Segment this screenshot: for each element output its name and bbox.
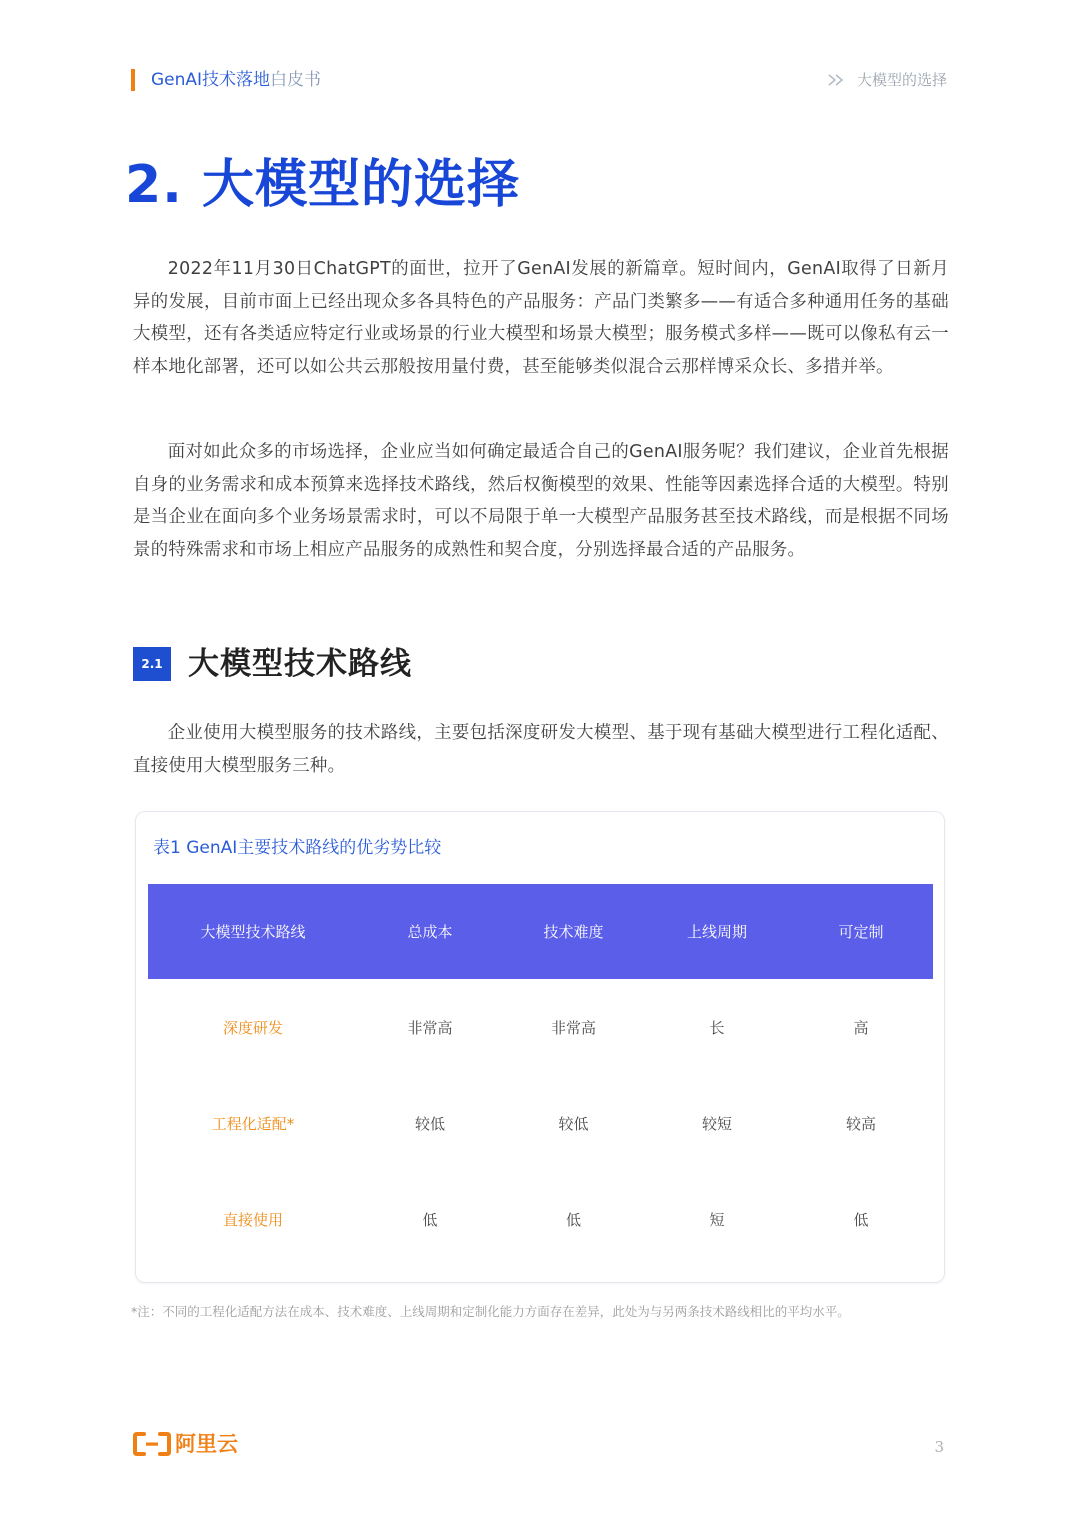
table-row-header: 直接使用 (222, 1210, 283, 1229)
header-doc-title-suffix: 白皮书 (270, 70, 322, 90)
table-row-header: 深度研发 (222, 1018, 283, 1037)
table-row (148, 1075, 933, 1171)
table-cell: 高 (853, 1018, 869, 1037)
aliyun-logo-icon (133, 1431, 171, 1457)
table-cell: 低 (565, 1210, 581, 1229)
table-footnote: *注：不同的工程化适配方法在成本、技术难度、上线周期和定制化能力方面存在差异，此处为与另两条技术路线相比的平均水平。 (131, 1304, 850, 1319)
header-doc-title-main: GenAI技术落地 (151, 70, 271, 90)
page-number: 3 (934, 1438, 944, 1456)
table-header-cell: 大模型技术路线 (200, 923, 306, 941)
comparison-table (148, 884, 933, 1267)
double-chevron-right-icon (827, 73, 849, 87)
table-cell: 非常高 (550, 1018, 596, 1037)
page-title: 2. 大模型的选择 (125, 155, 521, 215)
table-header-cell: 总成本 (407, 923, 453, 941)
table-cell: 长 (709, 1018, 725, 1037)
logo-text: 阿里云 (175, 1432, 238, 1456)
table-header-cell: 可定制 (838, 923, 884, 941)
header-section-label: 大模型的选择 (856, 71, 947, 89)
header-doc-title (151, 68, 321, 92)
section-paragraph: 企业使用大模型服务的技术路线，主要包括深度研发大模型、基于现有基础大模型进行工程化适配、直接使用大模型服务三种。 (133, 723, 949, 776)
table-cell: 较短 (701, 1114, 732, 1133)
table-header-cell: 上线周期 (686, 923, 747, 941)
table-cell: 短 (709, 1210, 725, 1229)
table-cell: 低 (853, 1210, 869, 1229)
aliyun-logo (133, 1430, 238, 1458)
table-card (135, 811, 945, 1283)
table-row (148, 979, 933, 1075)
table-cell: 较高 (845, 1114, 876, 1133)
table-row-header: 工程化适配* (211, 1114, 295, 1133)
section-number-badge: 2.1 (133, 647, 171, 681)
table-cell: 较低 (414, 1114, 445, 1133)
intro-paragraph-1: 2022年11月30日ChatGPT的面世，拉开了GenAI发展的新篇章。短时间内，GenAI取得了日新月异的发展，目前市面上已经出现众多各具特色的产品服务：产品门类繁多——有适合多种通用任务的基础大模型，还有各类适应特定行业或场景的行业大模型和场景大模型；服务模式多样——既可以像私有云一样本地化部署，还可以如公共云那般按用量付费，甚至能够类似混合云那样博采众长、多措并举。 (133, 259, 949, 377)
table-cell: 低 (422, 1210, 438, 1229)
section-title: 大模型技术路线 (188, 646, 412, 682)
table-caption: 表1 GenAI主要技术路线的优劣势比较 (153, 838, 442, 858)
table-row (148, 1171, 933, 1267)
table-header-cell: 技术难度 (543, 923, 604, 941)
intro-paragraph-2: 面对如此众多的市场选择，企业应当如何确定最适合自己的GenAI服务呢？我们建议，企业首先根据自身的业务需求和成本预算来选择技术路线，然后权衡模型的效果、性能等因素选择合适的大模型。特别是当企业在面向多个业务场景需求时，可以不局限于单一大模型产品服务甚至技术路线，而是根据不同场景的特殊需求和市场上相应产品服务的成熟性和契合度，分别选择最合适的产品服务。 (133, 442, 949, 560)
header-accent-bar (131, 69, 135, 91)
table-cell: 较低 (558, 1114, 589, 1133)
header-section-nav (827, 68, 947, 92)
table-cell: 非常高 (407, 1018, 453, 1037)
table-header-row (148, 884, 933, 979)
